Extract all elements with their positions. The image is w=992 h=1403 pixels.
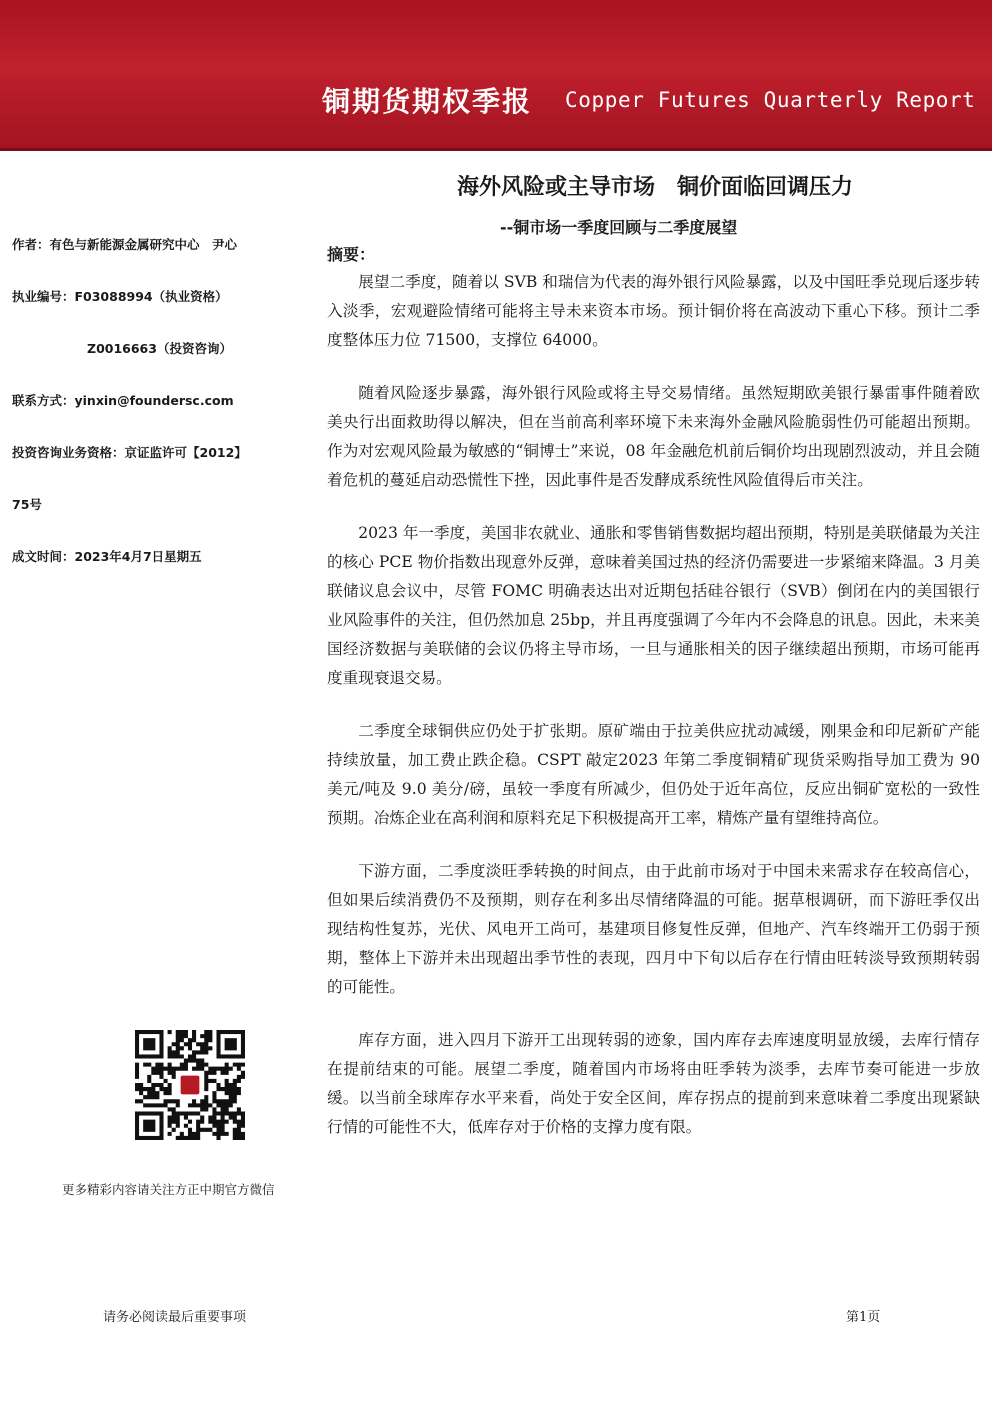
wechat-qr-code[interactable]	[135, 1030, 245, 1140]
license-number: 执业编号：F03088994（执业资格）	[12, 289, 228, 304]
qualification-line-cont: 75号	[12, 497, 42, 512]
banner-divider	[0, 148, 992, 151]
author-line: 作者：有色与新能源金属研究中心 尹心	[12, 237, 238, 252]
summary-paragraph: 下游方面，二季度淡旺季转换的时间点，由于此前市场对于中国未来需求存在较高信心，但如果后续消费仍不及预期，则存在利多出尽情绪降温的可能。据草根调研，而下游旺季仅出现结构性复苏，光伏、风电开工尚可，基建项目修复性反弹，但地产、汽车终端开工仍弱于预期，整体上下游并未出现超出季节性的表现，四月中下旬以后存在行情由旺转淡导致预期转弱的可能性。	[327, 862, 980, 996]
report-banner	[0, 0, 992, 148]
qr-finder-pattern	[143, 1120, 155, 1132]
qr-logo	[181, 1076, 200, 1095]
page-number: 第1页	[846, 1310, 881, 1325]
summary-paragraph: 展望二季度，随着以 SVB 和瑞信为代表的海外银行风险暴露，以及中国旺季兑现后逐步转入淡季，宏观避险情绪可能将主导未来资本市场。预计铜价将在高波动下重心下移。预计二季度整体压力位 71500，支撑位 64000。	[327, 273, 980, 349]
author-sidebar	[12, 232, 312, 596]
qr-code-graphic	[135, 1030, 245, 1140]
summary-paragraph: 随着风险逐步暴露，海外银行风险或将主导交易情绪。虽然短期欧美银行暴雷事件随着欧美央行出面救助得以解决，但在当前高利率环境下未来海外金融风险脆弱性仍可能超出预期。作为对宏观风险最为敏感的“铜博士”来说，08 年金融危机前后铜价均出现剧烈波动，并且会随着危机的蔓延启动恐慌性下挫，因此事件是否发酵成系统性风险值得后市关注。	[327, 384, 980, 489]
qualification-line: 投资咨询业务资格：京证监许可【2012】	[12, 445, 247, 460]
footer-disclaimer: 请务必阅读最后重要事项	[103, 1310, 247, 1325]
report-title: 海外风险或主导市场 铜价面临回调压力	[456, 175, 853, 200]
banner-title-chinese: 铜期货期权季报	[322, 85, 533, 118]
contact-email[interactable]: 联系方式：yinxin@foundersc.com	[12, 393, 234, 408]
summary-body	[327, 268, 980, 1166]
summary-paragraph: 库存方面，进入四月下游开工出现转弱的迹象，国内库存去库速度明显放缓，去库行情存在提前结束的可能。展望二季度，随着国内市场将由旺季转为淡季，去库节奏可能进一步放缓。以当前全球库存水平来看，尚处于安全区间，库存拐点的提前到来意味着二季度出现紧缺行情的可能性不大，低库存对于价格的支撑力度有限。	[327, 1031, 980, 1136]
publish-date: 成文时间：2023年4月7日星期五	[12, 549, 202, 564]
summary-paragraph: 2023 年一季度，美国非农就业、通胀和零售销售数据均超出预期，特别是美联储最为关注的核心 PCE 物价指数出现意外反弹，意味着美国过热的经济仍需要进一步紧缩来降温。3 月美联储议息会议中，尽管 FOMC 明确表达出对近期包括硅谷银行（SVB）倒闭在内的美国银行业风险事件的关注，但仍然加息 25bp，并且再度强调了今年内不会降息的讯息。因此，未来美国经济数据与美联储的会议仍将主导市场，一旦与通胀相关的因子继续超出预期，市场可能再度重现衰退交易。	[327, 524, 980, 687]
summary-paragraph: 二季度全球铜供应仍处于扩张期。原矿端由于拉美供应扰动减缓，刚果金和印尼新矿产能持续放量，加工费止跌企稳。CSPT 敲定2023 年第二季度铜精矿现货采购指导加工费为 90 美元/吨及 9.0 美分/磅，虽较一季度有所减少，但仍处于近年高位，反应出铜矿宽松的一致性预期。冶炼企业在高利润和原料充足下积极提高开工率，精炼产量有望维持高位。	[327, 722, 980, 827]
banner-title-english: Copper Futures Quarterly Report	[565, 88, 976, 112]
report-subtitle: --铜市场一季度回顾与二季度展望	[500, 218, 738, 237]
qr-finder-pattern	[143, 1038, 155, 1050]
summary-label: 摘要：	[327, 245, 376, 264]
qr-caption: 更多精彩内容请关注方正中期官方微信	[62, 1182, 275, 1197]
qr-finder-pattern	[225, 1038, 237, 1050]
license-number-consulting: Z0016663（投资咨询）	[87, 341, 232, 356]
